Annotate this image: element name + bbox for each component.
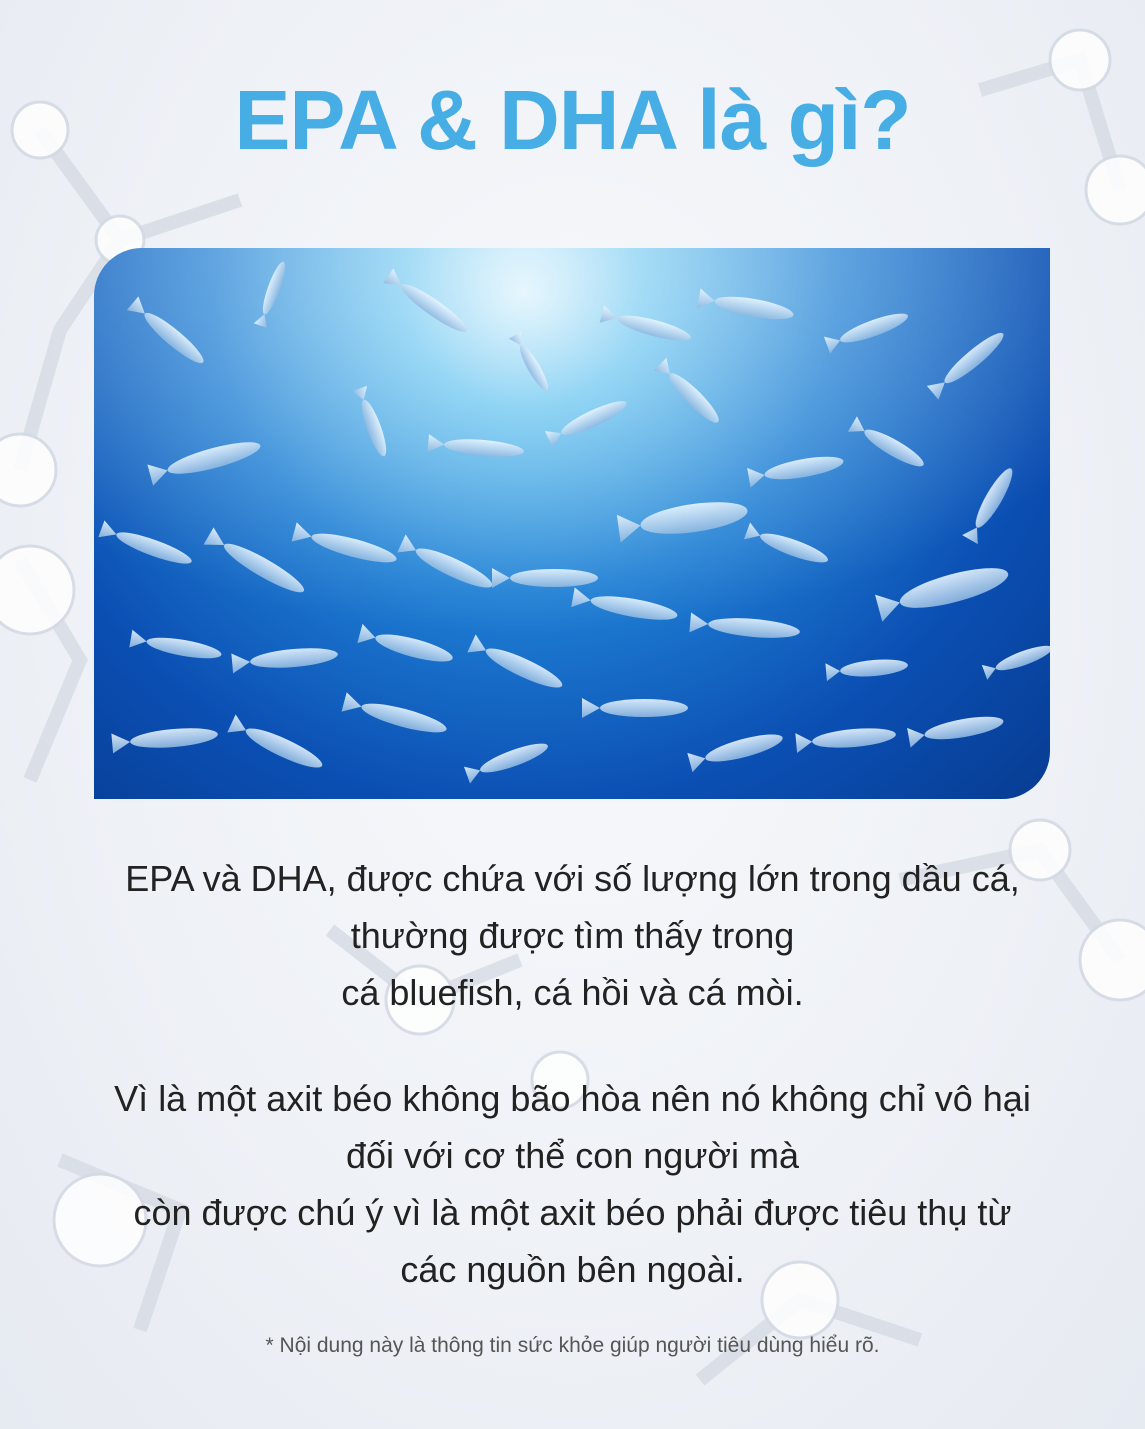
paragraph-2-line-1: Vì là một axit béo không bão hòa nên nó không chỉ vô hại bbox=[114, 1078, 1031, 1119]
page-title: EPA & DHA là gì? bbox=[234, 73, 911, 167]
paragraph-2-line-2: đối với cơ thể con người mà bbox=[345, 1135, 800, 1176]
paragraph-1 bbox=[60, 850, 1085, 1021]
paragraph-2-line-3: còn được chú ý vì là một axit béo phải được tiêu thụ từ bbox=[133, 1192, 1012, 1233]
paragraph-1-line-3: cá bluefish, cá hồi và cá mòi. bbox=[341, 972, 804, 1013]
paragraph-2-line-4: các nguồn bên ngoài. bbox=[400, 1249, 745, 1290]
paragraph-1-line-1: EPA và DHA, được chứa với số lượng lớn trong dầu cá, bbox=[125, 858, 1020, 899]
paragraph-2 bbox=[60, 1070, 1085, 1298]
footnote: * Nội dung này là thông tin sức khỏe giúp người tiêu dùng hiểu rõ. bbox=[265, 1334, 880, 1357]
fish-illustration bbox=[94, 248, 1050, 799]
paragraph-1-line-2: thường được tìm thấy trong bbox=[350, 915, 795, 956]
school-of-fish-photo bbox=[94, 248, 1050, 799]
